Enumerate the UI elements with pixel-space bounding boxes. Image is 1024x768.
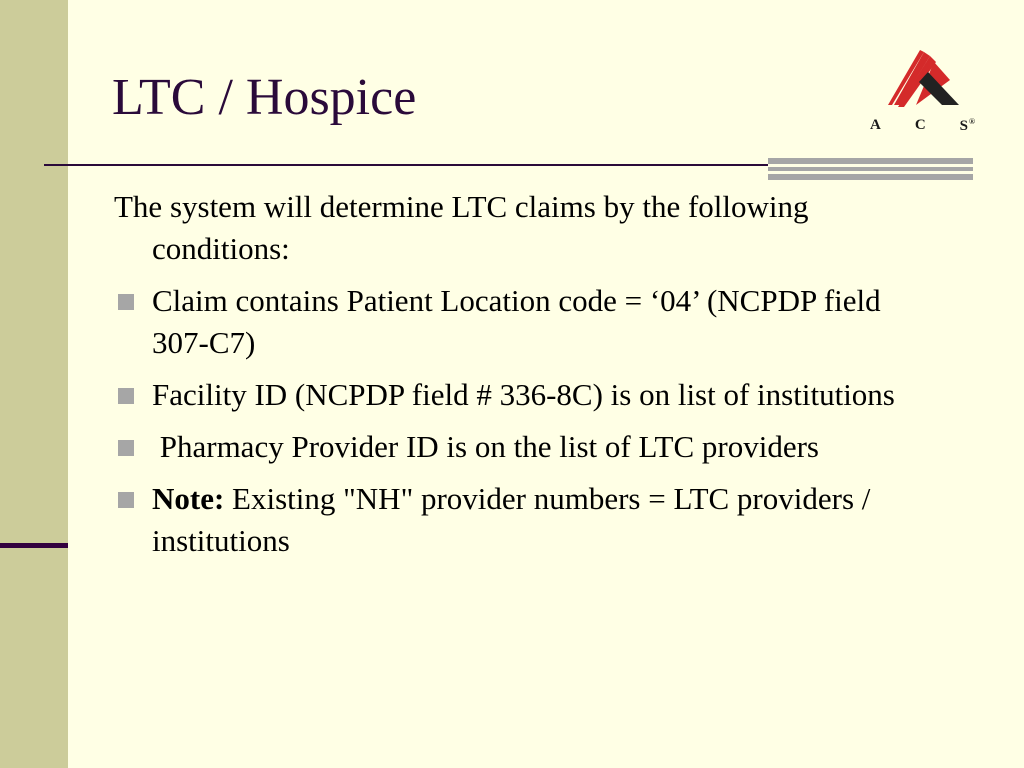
- square-bullet-icon: [118, 440, 134, 456]
- logo-letter-s: S®: [959, 117, 976, 134]
- intro-text: The system will determine LTC claims by the following conditions:: [114, 189, 809, 266]
- list-item-text: Claim contains Patient Location code = ‘04’ (NCPDP field 307-C7): [152, 283, 881, 360]
- square-bullet-icon: [118, 492, 134, 508]
- slide-body: [114, 186, 944, 572]
- list-item-text: Pharmacy Provider ID is on the list of LTC providers: [152, 429, 819, 464]
- decorative-grey-stripes: [768, 158, 973, 180]
- registered-mark: ®: [969, 117, 976, 126]
- acs-logo-letters: [870, 117, 976, 135]
- title-underline: [44, 164, 768, 166]
- list-item: [114, 280, 944, 364]
- list-item: [114, 426, 944, 468]
- list-item-text: Facility ID (NCPDP field # 336-8C) is on list of institutions: [152, 377, 895, 412]
- logo-letter-c: C: [914, 117, 927, 133]
- list-item: [114, 374, 944, 416]
- note-text: Existing "NH" provider numbers = LTC providers / institutions: [152, 481, 879, 558]
- list-item: [114, 478, 944, 562]
- logo-letter-a: A: [870, 117, 882, 133]
- square-bullet-icon: [118, 388, 134, 404]
- left-bar-accent-line: [0, 543, 68, 548]
- note-label: Note:: [152, 481, 225, 516]
- slide-title: LTC / Hospice: [112, 69, 417, 126]
- square-bullet-icon: [118, 294, 134, 310]
- condition-list: [114, 280, 944, 562]
- left-decorative-bar: [0, 0, 68, 768]
